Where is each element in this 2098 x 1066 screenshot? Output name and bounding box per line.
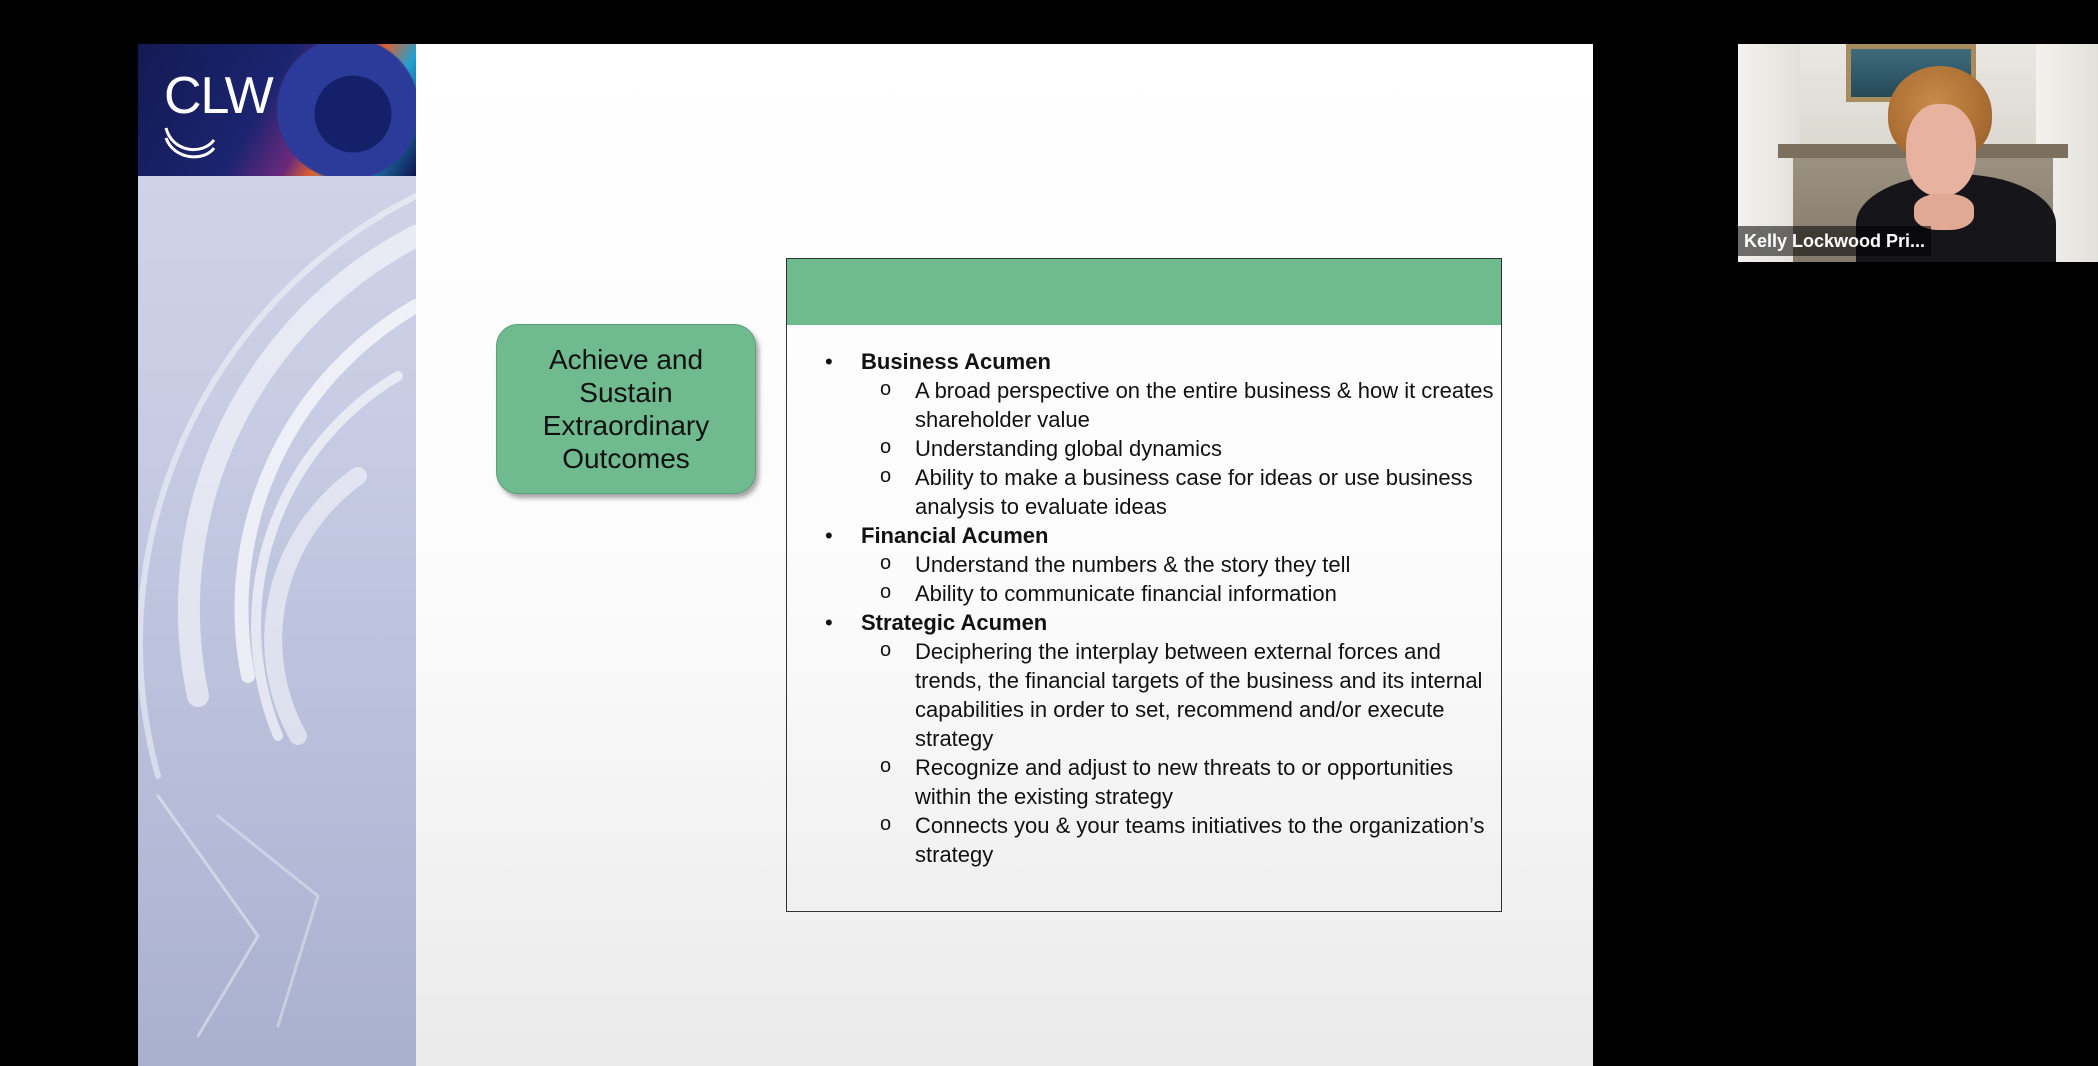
- logo-swoosh-icon: [162, 122, 218, 162]
- shared-slide: [138, 44, 1593, 1066]
- goal-box-text: Achieve and Sustain Extraordinary Outcomes: [542, 344, 710, 474]
- acumen-bullet-list: [825, 347, 1495, 869]
- list-item: o Understanding global dynamics: [825, 434, 1495, 463]
- list-item: o Deciphering the interplay between external forces and trends, the financial targets of the business and its internal capabilities in order to set, recommend and/or execute strategy: [825, 637, 1495, 753]
- list-item: o Ability to communicate financial information: [825, 579, 1495, 608]
- clw-logo: CLW: [164, 67, 273, 125]
- bullet-financial-acumen: [825, 521, 1495, 550]
- bullet-title: Business Acumen: [861, 349, 1051, 374]
- participant-figure: [1914, 194, 1974, 230]
- bullet-strategic-acumen: [825, 608, 1495, 637]
- participant-video-tile[interactable]: [1738, 44, 2098, 262]
- logo-banner: [138, 44, 416, 176]
- bullet-business-acumen: [825, 347, 1495, 376]
- acumen-content-box: [786, 258, 1502, 912]
- goal-box: [496, 324, 756, 494]
- participant-name-label: Kelly Lockwood Pri...: [1738, 226, 1931, 256]
- slide-side-panel: [138, 44, 416, 1066]
- list-item: o Connects you & your teams initiatives to the organization’s strategy: [825, 811, 1495, 869]
- list-item: o Understand the numbers & the story they tell: [825, 550, 1495, 579]
- bullet-title: Strategic Acumen: [861, 610, 1048, 635]
- participant-figure: [1906, 104, 1976, 196]
- list-item: o A broad perspective on the entire business & how it creates shareholder value: [825, 376, 1495, 434]
- bullet-title: Financial Acumen: [861, 523, 1049, 548]
- list-item: o Recognize and adjust to new threats to or opportunities within the existing strategy: [825, 753, 1495, 811]
- decorative-arcs: [138, 176, 416, 1066]
- content-box-header: [787, 259, 1501, 325]
- list-item: o Ability to make a business case for ideas or use business analysis to evaluate ideas: [825, 463, 1495, 521]
